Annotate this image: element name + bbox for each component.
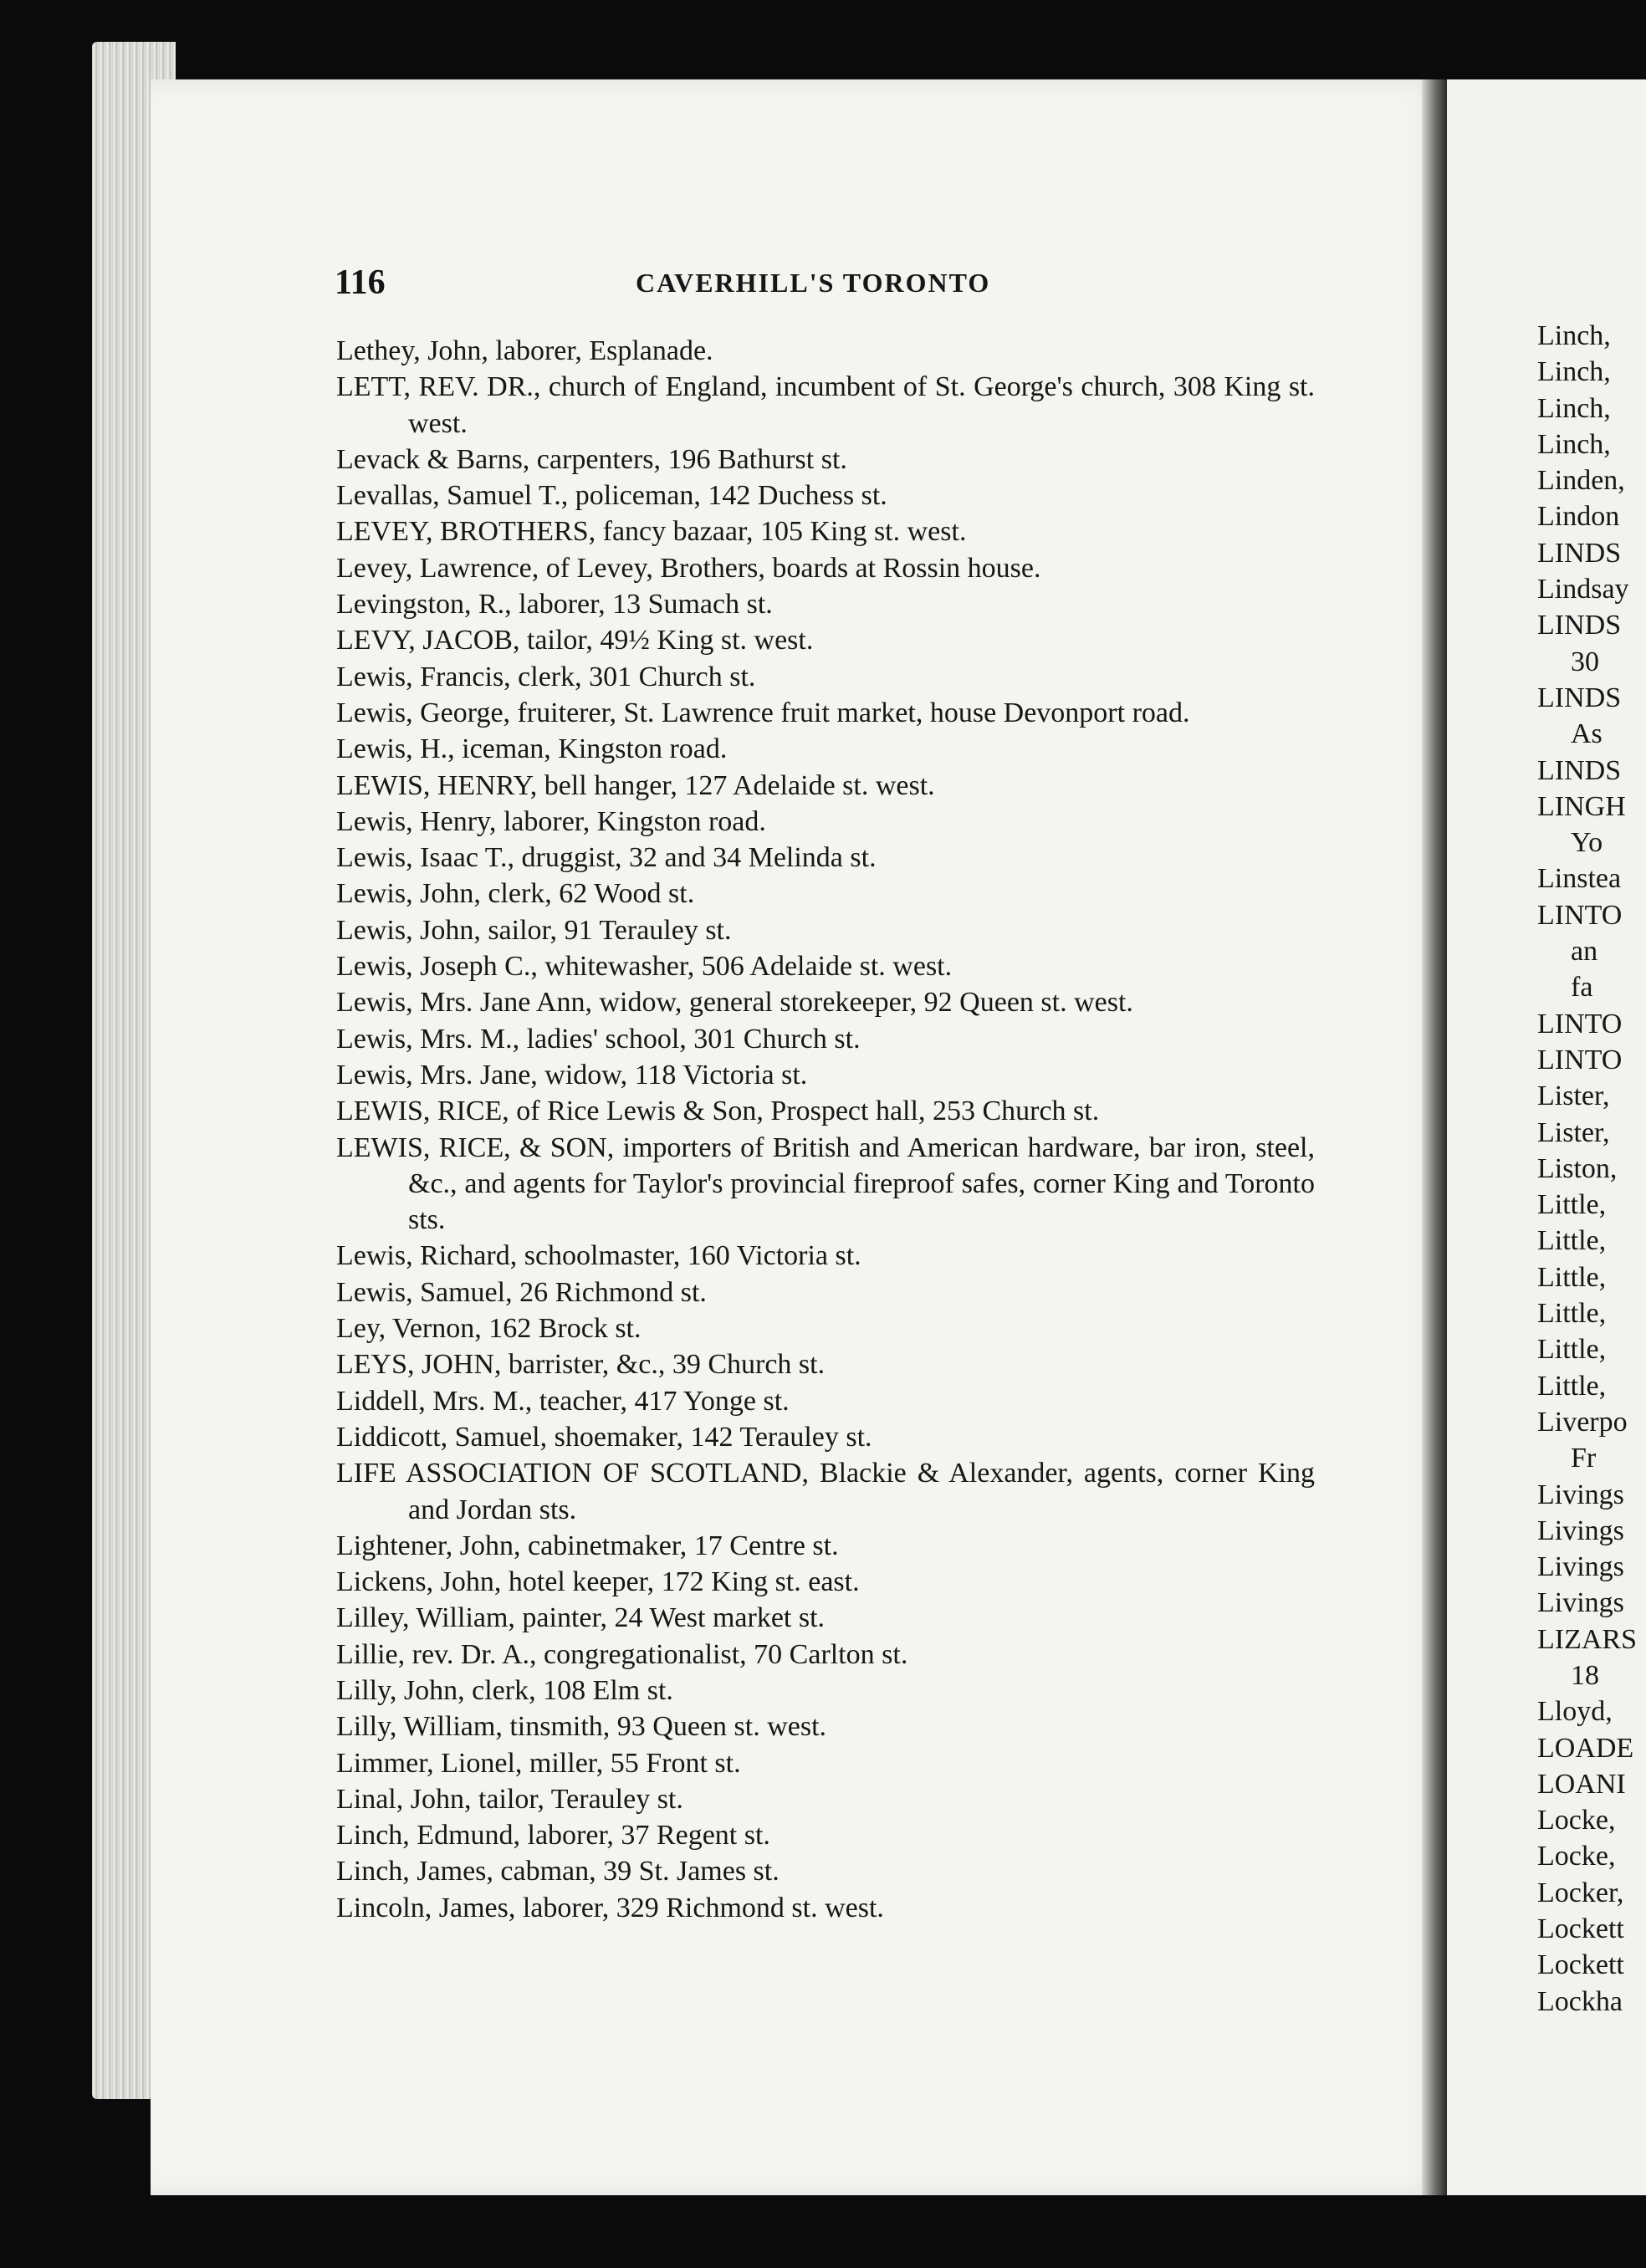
directory-entry: Lickens, John, hotel keeper, 172 King st. east.: [336, 1566, 860, 1598]
directory-entry: Lillie, rev. Dr. A., congregationalist, 70 Carlton st.: [336, 1638, 908, 1670]
directory-entry: Levallas, Samuel T., policeman, 142 Duchess st.: [336, 480, 887, 512]
right-page-fragment: Liston,: [1537, 1152, 1618, 1184]
directory-entry: Ley, Vernon, 162 Brock st.: [336, 1313, 642, 1345]
right-page-fragment: Linch,: [1537, 428, 1611, 460]
directory-entry: Liddell, Mrs. M., teacher, 417 Yonge st.: [336, 1385, 790, 1417]
right-page-fragment: LINGH: [1537, 790, 1626, 822]
directory-entry: LEWIS, RICE, of Rice Lewis & Son, Prospect hall, 253 Church st.: [336, 1096, 1100, 1127]
right-page-fragment: Lockett: [1537, 1913, 1624, 1945]
directory-entry: Lilley, William, painter, 24 West market st.: [336, 1602, 826, 1634]
directory-entry: Lewis, John, clerk, 62 Wood st.: [336, 878, 695, 910]
right-page-fragment: Lloyd,: [1537, 1696, 1613, 1728]
right-page-fragment: LINDS: [1537, 754, 1622, 786]
right-page-fragment: Lindsay: [1537, 574, 1629, 605]
directory-entry: Lilly, William, tinsmith, 93 Queen st. west.: [336, 1711, 827, 1743]
directory-entry: Lewis, Joseph C., whitewasher, 506 Adelaide st. west.: [336, 951, 953, 983]
right-page-fragment: LINTO: [1537, 1008, 1623, 1040]
right-page-fragment: LIZARS: [1537, 1623, 1637, 1655]
right-page-fragment: Little,: [1537, 1334, 1607, 1366]
directory-entry: LIFE ASSOCIATION OF SCOTLAND, Blackie & Alexander, agents, corner King and Jordan sts.: [336, 1458, 1315, 1525]
directory-entry: Levey, Lawrence, of Levey, Brothers, boards at Rossin house.: [336, 552, 1041, 584]
right-page-fragment: Linch,: [1537, 320, 1611, 351]
directory-entry: Lewis, John, sailor, 91 Terauley st.: [336, 914, 732, 946]
directory-entry: Linch, James, cabman, 39 St. James st.: [336, 1856, 780, 1887]
directory-entry: Lewis, Isaac T., druggist, 32 and 34 Melinda st.: [336, 842, 877, 874]
directory-entry: LETT, REV. DR., church of England, incumbent of St. George's church, 308 King st. west.: [336, 371, 1315, 439]
directory-entry: Linch, Edmund, laborer, 37 Regent st.: [336, 1820, 770, 1852]
right-page-fragment: Livings: [1537, 1551, 1624, 1583]
right-page-fragment: LINTO: [1537, 1044, 1623, 1075]
right-page-fragment: Lockha: [1537, 1985, 1623, 2017]
directory-entry: Linal, John, tailor, Terauley st.: [336, 1783, 683, 1815]
directory-entry: LEYS, JOHN, barrister, &c., 39 Church st.: [336, 1349, 826, 1381]
right-page-fragment: Little,: [1537, 1189, 1607, 1221]
directory-entry: Lewis, Francis, clerk, 301 Church st.: [336, 661, 756, 692]
right-page-fragment: Little,: [1537, 1370, 1607, 1402]
directory-entry: Lilly, John, clerk, 108 Elm st.: [336, 1674, 673, 1706]
right-page-fragment: LINDS: [1537, 537, 1622, 569]
right-page-fragment: Livings: [1537, 1587, 1624, 1619]
directory-entry: LEVEY, BROTHERS, fancy bazaar, 105 King st. west.: [336, 516, 967, 548]
right-page-fragment: As: [1571, 718, 1603, 750]
directory-entry: Levack & Barns, carpenters, 196 Bathurst st.: [336, 443, 847, 475]
page-header: [335, 263, 1305, 304]
right-page-fragment: Locke,: [1537, 1805, 1616, 1836]
right-page-fragment: LOANI: [1537, 1768, 1626, 1800]
right-page-fragments: [1537, 318, 1646, 2020]
directory-entry: Lewis, Richard, schoolmaster, 160 Victoria st.: [336, 1240, 861, 1272]
right-page-fragment: Little,: [1537, 1261, 1607, 1293]
right-page-fragment: 30: [1571, 646, 1599, 677]
right-page-fragment: Little,: [1537, 1225, 1607, 1257]
right-page-fragment: Linch,: [1537, 356, 1611, 388]
directory-entry: Lincoln, James, laborer, 329 Richmond st. west.: [336, 1892, 884, 1923]
directory-entry: LEWIS, RICE, & SON, importers of British and American hardware, bar iron, steel, &c., and agents for Taylor's provincial fireproof safes, corner King and Toronto sts.: [336, 1131, 1315, 1236]
right-page-fragment: Little,: [1537, 1298, 1607, 1330]
directory-entry: Limmer, Lionel, miller, 55 Front st.: [336, 1747, 741, 1779]
right-page-fragment: LOADE: [1537, 1732, 1634, 1764]
right-page-fragment: LINDS: [1537, 610, 1622, 641]
directory-entry: LEVY, JACOB, tailor, 49½ King st. west.: [336, 625, 814, 656]
directory-entry: Lewis, Mrs. Jane, widow, 118 Victoria st.: [336, 1059, 808, 1091]
right-page-fragment: Yo: [1571, 827, 1603, 859]
right-page-fragment: Locke,: [1537, 1841, 1616, 1872]
right-page-fragment: Lister,: [1537, 1080, 1610, 1112]
right-page-fragment: Linden,: [1537, 465, 1625, 497]
right-page-fragment: Livings: [1537, 1479, 1624, 1510]
right-page-fragment: Lockett: [1537, 1949, 1624, 1981]
directory-entry: Lewis, Samuel, 26 Richmond st.: [336, 1276, 707, 1308]
directory-entry: Lethey, John, laborer, Esplanade.: [336, 335, 713, 366]
right-page-fragment: Liverpo: [1537, 1406, 1628, 1438]
directory-entry: Lewis, Henry, laborer, Kingston road.: [336, 805, 766, 837]
running-head: CAVERHILL'S TORONTO: [636, 268, 991, 298]
directory-entry: Lightener, John, cabinetmaker, 17 Centre st.: [336, 1530, 839, 1561]
right-page-fragment: Lindon: [1537, 501, 1620, 533]
right-page-fragment: Lister,: [1537, 1116, 1610, 1148]
directory-entry: Lewis, Mrs. M., ladies' school, 301 Church st.: [336, 1023, 861, 1055]
right-page-fragment: Linch,: [1537, 392, 1611, 424]
right-page-fragment: 18: [1571, 1659, 1599, 1691]
right-page-fragment: an: [1571, 936, 1598, 968]
directory-entry: Liddicott, Samuel, shoemaker, 142 Terauley st.: [336, 1421, 872, 1453]
right-page-fragment: Locker,: [1537, 1877, 1624, 1908]
right-page-fragment: Livings: [1537, 1515, 1624, 1546]
right-page-fragment: LINTO: [1537, 899, 1623, 931]
right-page-fragment: LINDS: [1537, 682, 1622, 713]
directory-entry: LEWIS, HENRY, bell hanger, 127 Adelaide st. west.: [336, 769, 935, 801]
page-number: 116: [335, 263, 386, 302]
directory-entry: Lewis, George, fruiterer, St. Lawrence fruit market, house Devonport road.: [336, 697, 1190, 728]
book-gutter: [1422, 79, 1447, 2195]
directory-entry: Lewis, Mrs. Jane Ann, widow, general storekeeper, 92 Queen st. west.: [336, 987, 1133, 1019]
right-page-fragment: fa: [1571, 972, 1593, 1004]
directory-entries: [336, 333, 1315, 1926]
directory-entry: Lewis, H., iceman, Kingston road.: [336, 733, 728, 765]
directory-entry: Levingston, R., laborer, 13 Sumach st.: [336, 589, 773, 621]
right-page-fragment: Linstea: [1537, 863, 1622, 895]
right-page-fragment: Fr: [1571, 1443, 1597, 1474]
